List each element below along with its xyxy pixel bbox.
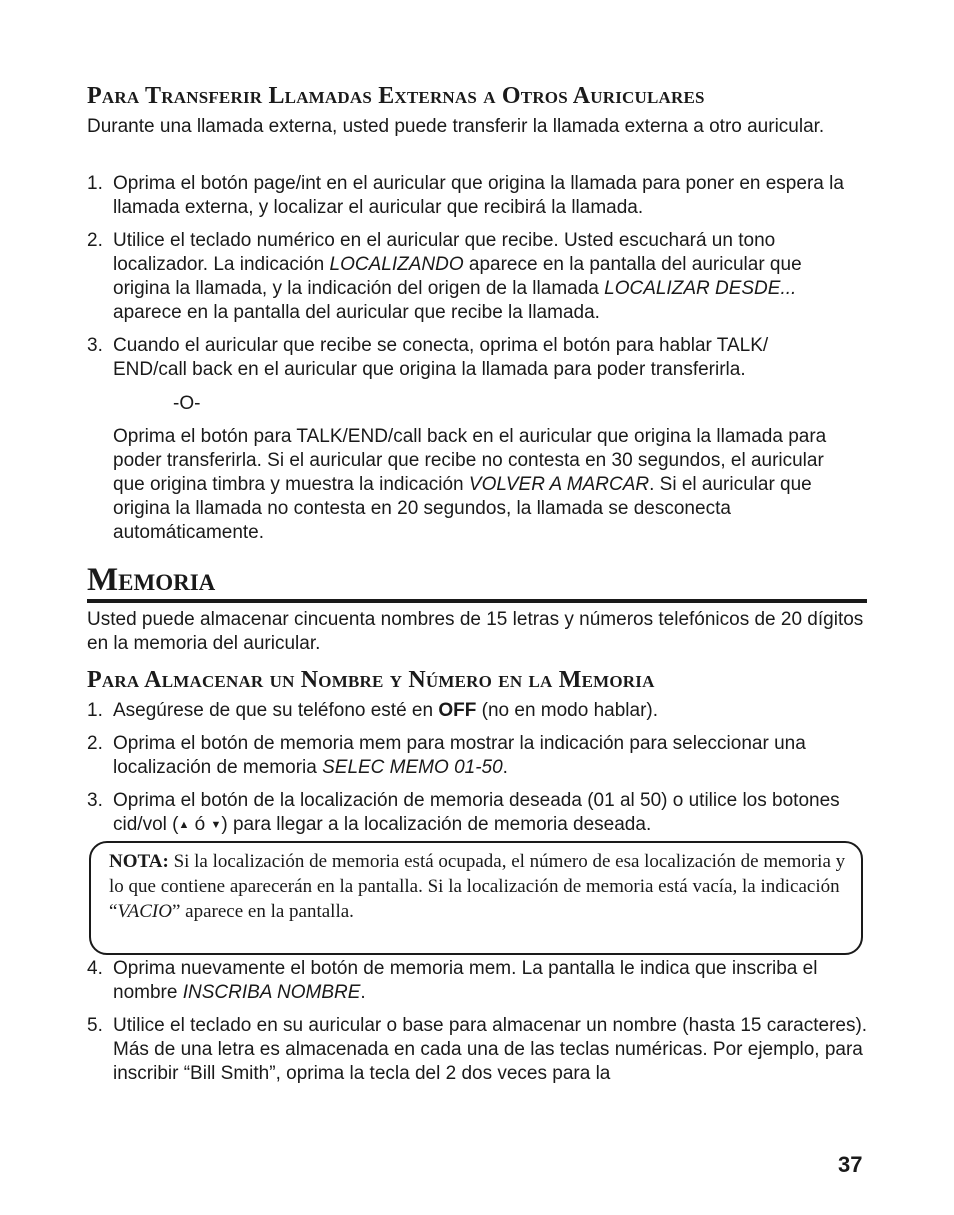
transfer-intro: Durante una llamada externa, usted puede transferir la llamada externa a otro auricular. [87,116,825,137]
note-box [89,841,863,955]
step-text: Oprima el botón page/int en el auricular que origina la llamada para poner en espera la llamada externa, y localizar el auricular que recibirá la llamada. [113,173,844,218]
step-text-part: aparece en la pantalla del auricular que origina la llamada, y la indicación del origen de la llamada [113,254,802,299]
display-inscriba-nombre: INSCRIBA NOMBRE [182,982,361,1003]
step-text-part: Oprima nuevamente el botón de memoria mem. La pantalla le indica que inscriba el nombre [113,958,818,1003]
step-text-part: ó [189,814,211,835]
store-step-5 [87,1014,867,1086]
transfer-step-2 [87,229,867,325]
step-number: 2. [87,733,103,754]
step-text-part: . [502,757,508,778]
display-vacio: VACIO [117,901,172,922]
step-text [113,789,843,837]
note-text: Si la localización de memoria está ocupada, el número de esa localización de memoria y lo que contiene aparecerán en la pantalla. Si la localización de memoria está vacía, la indicación “ [109,851,846,922]
note-text: ” aparece en la pantalla. [171,901,354,922]
transfer-heading: Para Transferir Llamadas Externas a Otros Auriculares [87,83,705,109]
memoria-heading: Memoria [87,561,867,603]
step-text-part: Asegúrese de que su teléfono esté en [113,700,439,721]
step-number: 1. [87,173,103,194]
step-text-part: (no en modo hablar). [476,700,659,721]
step-text-part: Oprima el botón de la localización de memoria deseada (01 al 50) o utilice los botones cid/vol ( [113,790,840,835]
step-text-part: Oprima el botón de memoria mem para mostrar la indicación para seleccionar una localización de memoria [113,733,806,778]
step-text-part: ) para llegar a la localización de memoria deseada. [221,814,652,835]
transfer-step-1 [87,172,867,220]
alt-text-part: . Si el auricular que origina la llamada no contesta en 20 segundos, la llamada se desconecta automáticamente. [113,474,812,543]
transfer-step-3 [87,334,867,382]
step-text [113,229,858,325]
store-step-2 [87,732,867,780]
step-text [113,699,867,723]
alt-text-part: Oprima el botón para TALK/END/call back en el auricular que origina la llamada para poder transferirla. Si el auricular que recibe no contesta en 30 segundos, el auricular que origina timbra y muestra la indicación [113,426,827,495]
note-label: NOTA: [109,851,169,872]
store-step-4 [87,957,867,1005]
down-arrow-icon: ▼ [210,819,222,831]
store-step-3 [87,789,867,837]
store-step-1 [87,699,867,723]
step-text-part: . [360,982,366,1003]
memoria-intro: Usted puede almacenar cincuenta nombres de 15 letras y números telefónicos de 20 dígitos en la memoria del auricular. [87,609,864,654]
step-number: 5. [87,1015,103,1036]
page-number: 37 [838,1152,863,1177]
step-text: Cuando el auricular que recibe se conecta, oprima el botón para hablar TALK/ END/call back en el auricular que origina la llamada para poder transferirla. [113,335,769,380]
step-text: Utilice el teclado en su auricular o base para almacenar un nombre (hasta 15 caracteres). Más de una letra es almacenada en cada una de las teclas numéricas. Por ejemplo, para inscribir “Bill Smith”, oprima la tecla del 2 dos veces para la [113,1015,868,1084]
or-separator: -O- [173,393,201,414]
off-label: OFF [438,700,477,721]
store-heading: Para Almacenar un Nombre y Número en la Memoria [87,667,655,693]
step-number: 3. [87,790,103,811]
transfer-alternative [113,425,843,545]
display-volver-a-marcar: VOLVER A MARCAR [468,474,650,495]
step-number: 2. [87,230,103,251]
step-number: 1. [87,700,103,721]
display-localizando: LOCALIZANDO [329,254,464,275]
step-number: 4. [87,958,103,979]
up-arrow-icon: ▲ [178,819,190,831]
step-number: 3. [87,335,103,356]
display-selec-memo: SELEC MEMO 01-50 [322,757,503,778]
step-text [113,732,843,780]
step-text [113,957,873,1005]
display-localizar-desde: LOCALIZAR DESDE... [604,278,797,299]
step-text-part: aparece en la pantalla del auricular que recibe la llamada. [113,302,600,323]
step-text-part: Utilice el teclado numérico en el auricular que recibe. Usted escuchará un tono localizador. La indicación [113,230,776,275]
